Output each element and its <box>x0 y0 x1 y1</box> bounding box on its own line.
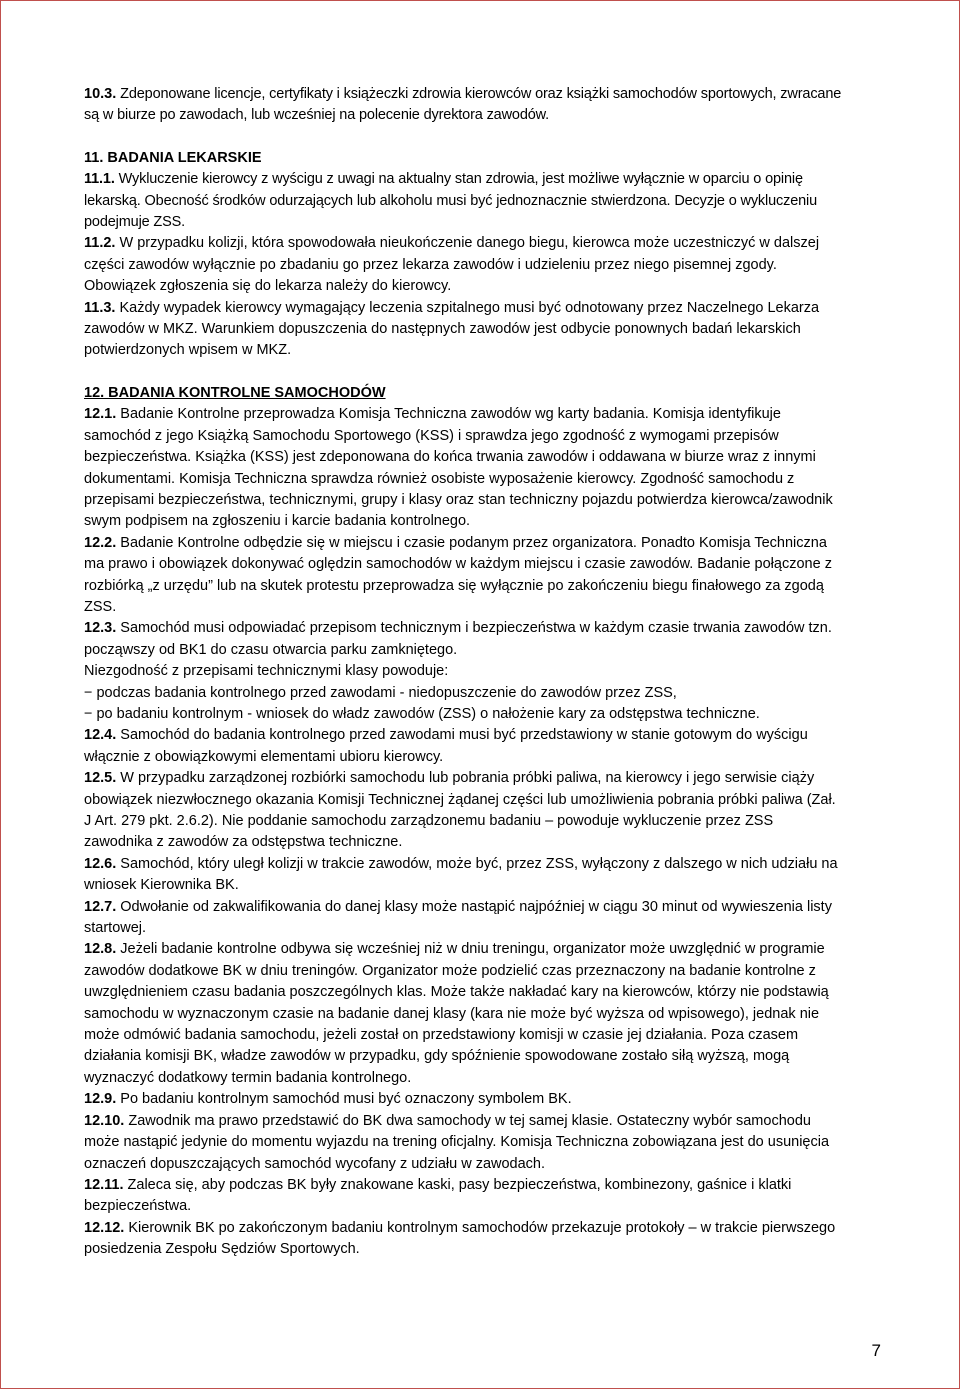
paragraph-12-2 <box>84 533 844 619</box>
paragraph-number: 12.5. <box>84 770 117 787</box>
paragraph-text: Po badaniu kontrolnym samochód musi być oznaczony symbolem BK. <box>116 1091 572 1108</box>
paragraph-number: 11.2. <box>84 235 116 252</box>
paragraph-text: Jeżeli badanie kontrolne odbywa się wcześniej niż w dniu treningu, organizator może uwzględnić w programie zawodów dodatkowe BK w dniu treningów. Organizator może podzielić czas przeznaczony na badanie kontrolne z uwzględnieniem czasu badania poszczególnych klas. Może także nakładać kary na kierowców, którzy nie podstawią samochodu w wyznaczonym czasie na badanie danej klasy (kara nie może być wyższa od wpisowego), jednak nie może odmówić badania samochodu, jeżeli został on przedstawiony komisji w czasie jej działania. Poza czasem działania komisji BK, władze zawodów w przypadku, gdy spóźnienie spowodowane zostało siłą wyższą, mogą wyznaczyć dodatkowy termin badania kontrolnego. <box>84 941 829 1086</box>
paragraph-text: Zawodnik ma prawo przedstawić do BK dwa samochody w tej samej klasie. Ostateczny wybór samochodu może nastąpić jedynie do momentu wyjazdu na trening oficjalny. Komisja Techniczna zobowiązana jest do usunięcia oznaczeń dopuszczających samochód wycofany z udziału w zawodach. <box>84 1112 830 1172</box>
paragraph-text: Badanie Kontrolne odbędzie się w miejscu i czasie podanym przez organizatora. Ponadto Komisja Techniczna ma prawo i obowiązek dokonywać oględzin samochodów w każdym miejscu i czasie zawodów. Badanie połączone z rozbiórką „z urzędu” lub na skutek protestu przeprowadza się wyłącznie po zakończeniu biegu finałowego za zgodą ZSS. <box>84 534 832 615</box>
paragraph-12-12 <box>84 1218 844 1261</box>
paragraph-text: Zdeponowane licencje, certyfikaty i książeczki zdrowia kierowców oraz książki samochodów sportowych, zwracane są w biurze po zawodach, lub wcześniej na polecenie dyrektora zawodów. <box>84 86 842 124</box>
document-body <box>84 84 844 1261</box>
spacer <box>84 362 844 383</box>
paragraph-number: 12.8. <box>84 941 117 958</box>
paragraph-11-3 <box>84 298 844 362</box>
page-number: 7 <box>871 1341 881 1360</box>
paragraph-11-1 <box>84 169 844 233</box>
paragraph-text: Odwołanie od zakwalifikowania do danej klasy może nastąpić najpóźniej w ciągu 30 minut od wywieszenia listy startowej. <box>84 898 832 937</box>
paragraph-12-6 <box>84 854 844 897</box>
paragraph-number: 12.4. <box>84 727 117 744</box>
paragraph-12-5 <box>84 768 844 854</box>
paragraph-text: W przypadku kolizji, która spowodowała nieukończenie danego biegu, kierowca może uczestniczyć w dalszej części zawodów wyłącznie po zbadaniu go przez lekarza zawodów i udzieleniu przez niego pisemnej zgody. Obowiązek zgłoszenia się do lekarza należy do kierowcy. <box>84 235 820 295</box>
paragraph-text: Samochód, który uległ kolizji w trakcie zawodów, może być, przez ZSS, wyłączony z dalszego w nich udziału na wniosek Kierownika BK. <box>84 855 838 894</box>
section-heading-12: 12. BADANIA KONTROLNE SAMOCHODÓW <box>84 384 386 401</box>
paragraph-number: 11.3. <box>84 299 116 316</box>
paragraph-text: W przypadku zarządzonej rozbiórki samochodu lub pobrania próbki paliwa, na kierowcy i jego serwisie ciąży obowiązek niezwłocznego okazania Komisji Technicznej żądanej części lub umożliwienia pobrania próbki paliwa (Zał. J Art. 279 pkt. 2.6.2). Nie poddanie samochodu zarządzonemu badaniu – powoduje wykluczenie przez ZSS zawodnika z zawodów za odstępstwa techniczne. <box>84 770 836 851</box>
paragraph-12-10 <box>84 1111 844 1175</box>
paragraph-12-3 <box>84 618 844 661</box>
list-item: − po badaniu kontrolnym - wniosek do władz zawodów (ZSS) o nałożenie kary za odstępstwa techniczne. <box>84 705 760 722</box>
paragraph-10-3 <box>84 84 844 127</box>
paragraph-text: Każdy wypadek kierowcy wymagający leczenia szpitalnego musi być odnotowany przez Naczelnego Lekarza zawodów w MKZ. Warunkiem dopuszczenia do następnych zawodów jest odbycie ponownych badań lekarskich potwierdzonych wpisem w MKZ. <box>84 299 820 359</box>
paragraph-12-8 <box>84 939 844 1089</box>
paragraph-text: Badanie Kontrolne przeprowadza Komisja Techniczna zawodów wg karty badania. Komisja identyfikuje samochód z jego Książką Samochodu Sportowego (KSS) i sprawdza jego zgodność z wymogami przepisów bezpieczeństwa. Książka (KSS) jest zdeponowana do końca trwania zawodów i oddawana w biurze wraz z innymi dokumentami. Komisja Techniczna sprawdza również osobiste wyposażenie kierowcy. Zgodność samochodu z przepisami bezpieczeństwa, technicznymi, grupy i klasy oraz stan techniczny pojazdu potwierdza kierowca/zawodnik swym podpisem na zgłoszeniu i karcie badania kontrolnego. <box>84 406 833 530</box>
paragraph-12-11 <box>84 1175 844 1218</box>
paragraph-number: 12.12. <box>84 1219 125 1236</box>
paragraph-number: 10.3. <box>84 86 117 102</box>
list-item: − podczas badania kontrolnego przed zawodami - niedopuszczenie do zawodów przez ZSS, <box>84 684 677 701</box>
spacer <box>84 127 844 148</box>
paragraph-number: 12.7. <box>84 898 117 915</box>
paragraph-number: 12.2. <box>84 534 117 551</box>
paragraph-text: Samochód musi odpowiadać przepisom technicznym i bezpieczeństwa w każdym czasie trwania zawodów tzn. począwszy od BK1 do czasu otwarcia parku zamkniętego. <box>84 620 832 658</box>
paragraph-number: 12.10. <box>84 1112 125 1129</box>
paragraph-number: 12.11. <box>84 1176 124 1193</box>
paragraph-number: 12.1. <box>84 406 117 423</box>
paragraph-11-2 <box>84 233 844 297</box>
paragraph-number: 12.3. <box>84 620 117 637</box>
paragraph-number: 11.1. <box>84 171 115 188</box>
paragraph-number: 12.9. <box>84 1091 117 1108</box>
paragraph-12-1 <box>84 404 844 532</box>
paragraph-12-3-sub: Niezgodność z przepisami technicznymi klasy powoduje: <box>84 663 449 680</box>
paragraph-text: Kierownik BK po zakończonym badaniu kontrolnym samochodów przekazuje protokoły – w trakcie pierwszego posiedzenia Zespołu Sędziów Sportowych. <box>84 1219 836 1258</box>
paragraph-text: Samochód do badania kontrolnego przed zawodami musi być przedstawiony w stanie gotowym do wyścigu włącznie z obowiązkowymi elementami ubioru kierowcy. <box>84 727 808 765</box>
paragraph-12-9 <box>84 1089 844 1110</box>
paragraph-number: 12.6. <box>84 855 117 872</box>
paragraph-12-7 <box>84 897 844 940</box>
section-heading-11: 11. BADANIA LEKARSKIE <box>84 149 262 166</box>
paragraph-text: Zaleca się, aby podczas BK były znakowane kaski, pasy bezpieczeństwa, kombinezony, gaśnice i klatki bezpieczeństwa. <box>84 1176 792 1215</box>
paragraph-12-4 <box>84 725 844 768</box>
paragraph-text: Wykluczenie kierowcy z wyścigu z uwagi na aktualny stan zdrowia, jest możliwe wyłącznie w oparciu o opinię lekarską. Obecność środków odurzających lub alkoholu musi być jednoznacznie stwierdzona. Decyzje o wykluczeniu podejmuje ZSS. <box>84 171 818 231</box>
